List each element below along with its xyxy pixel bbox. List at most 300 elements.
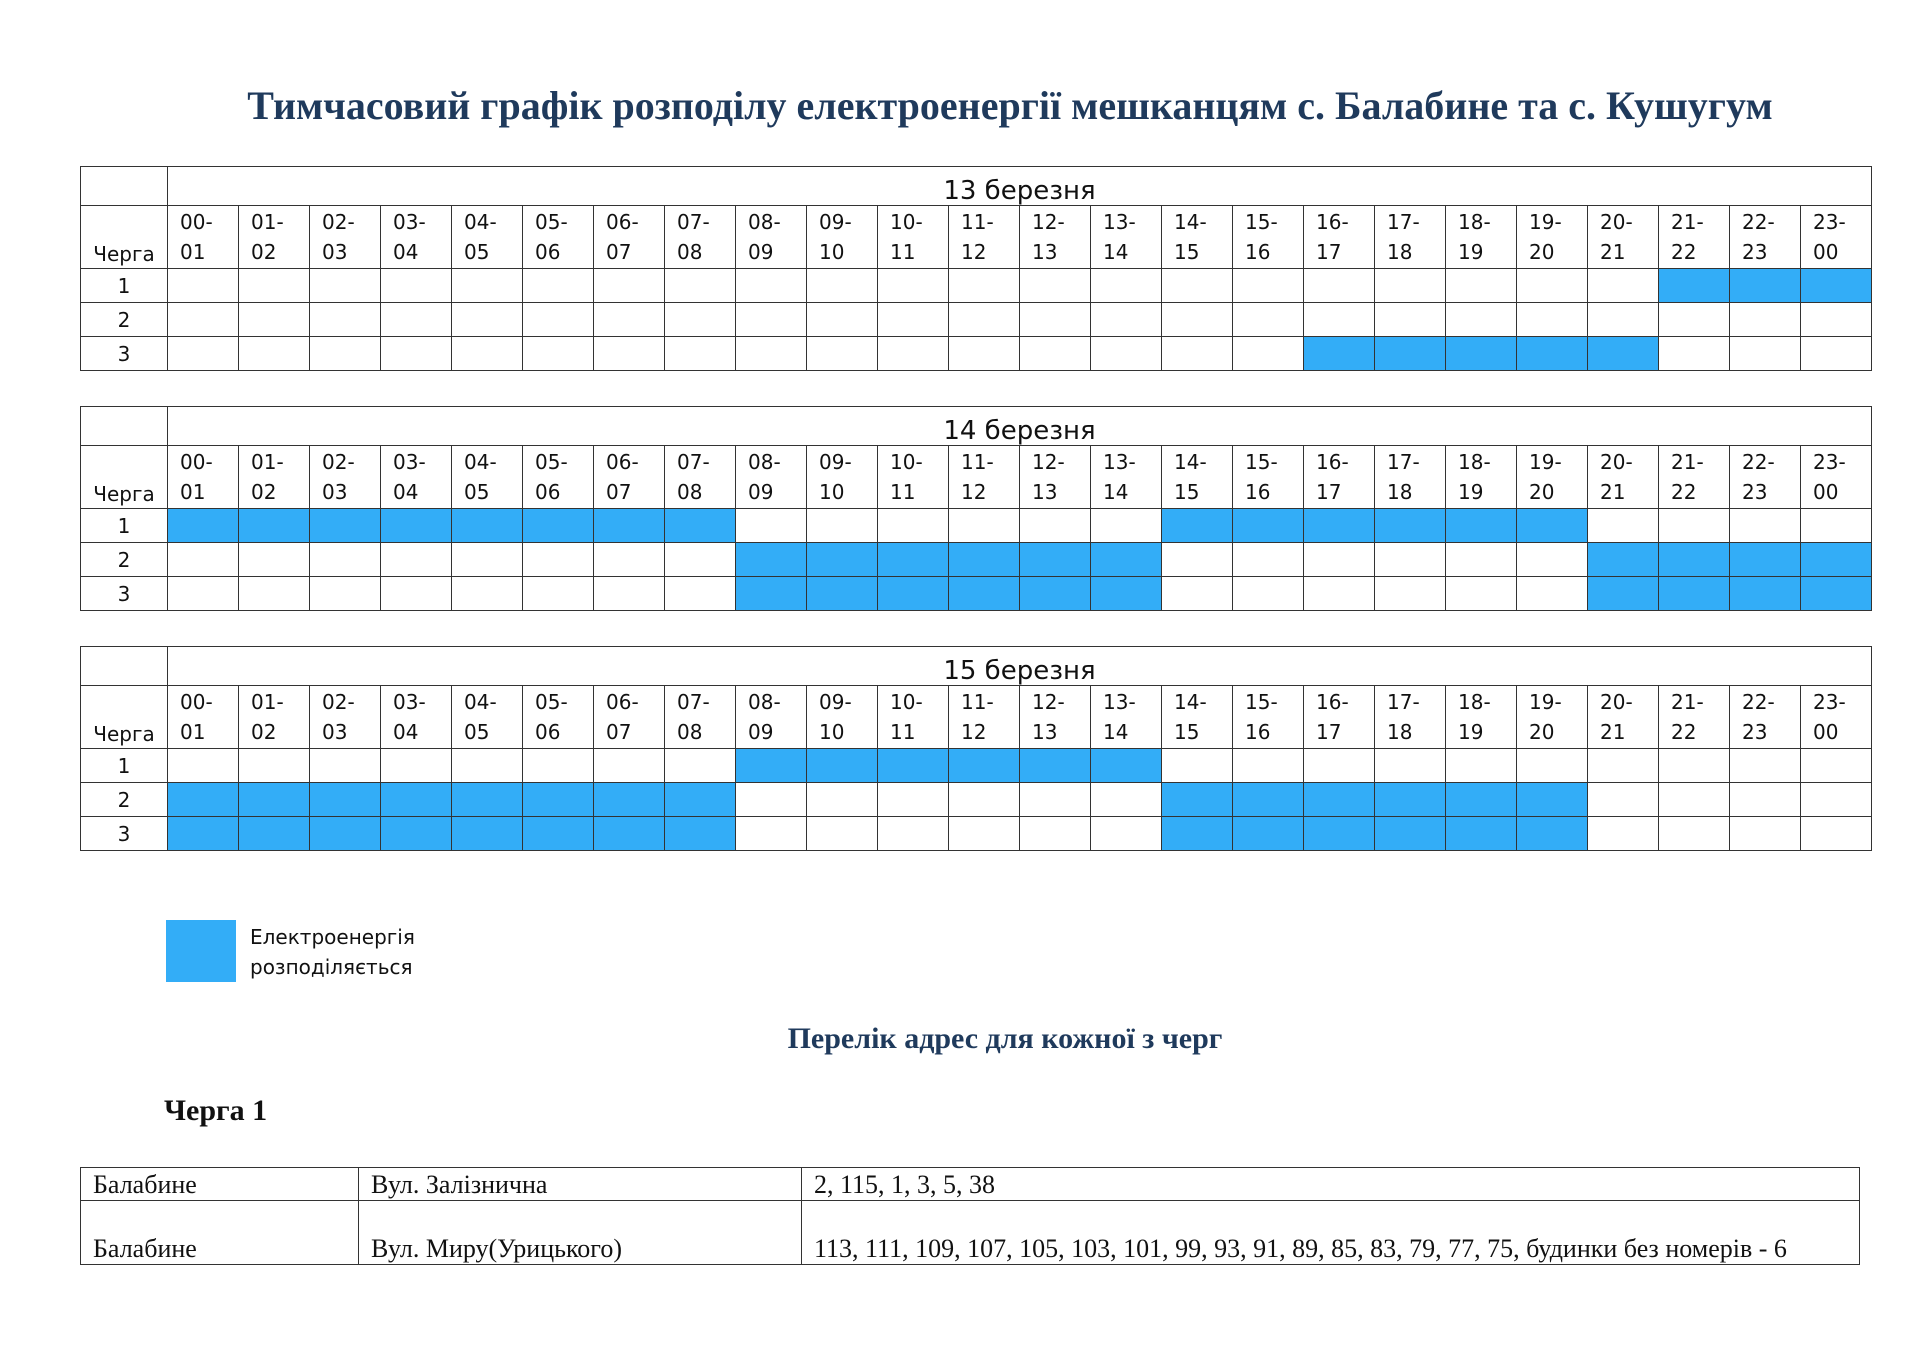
- slot-power-off: [1659, 749, 1730, 783]
- slot-power-off: [736, 303, 807, 337]
- slot-power-off: [1659, 337, 1730, 371]
- queue-number: 3: [81, 577, 168, 611]
- slot-power-off: [665, 543, 736, 577]
- slot-power-off: [239, 303, 310, 337]
- slot-power-off: [239, 577, 310, 611]
- hour-header: 17- 18: [1375, 686, 1446, 749]
- hour-header: 04- 05: [452, 686, 523, 749]
- slot-power-off: [665, 337, 736, 371]
- slot-power-off: [878, 783, 949, 817]
- schedule-table-day-3: [80, 646, 1872, 851]
- slot-power-on: [239, 783, 310, 817]
- slot-power-off: [1304, 577, 1375, 611]
- slot-power-off: [1659, 817, 1730, 851]
- slot-power-off: [1588, 509, 1659, 543]
- slot-power-off: [594, 337, 665, 371]
- slot-power-on: [807, 543, 878, 577]
- queue-number: 3: [81, 337, 168, 371]
- hour-header: 21- 22: [1659, 446, 1730, 509]
- slot-power-off: [310, 543, 381, 577]
- slot-power-off: [949, 337, 1020, 371]
- queue-row: [81, 543, 1872, 577]
- hour-header: 22- 23: [1730, 206, 1801, 269]
- hour-header: 03- 04: [381, 206, 452, 269]
- hour-header: 17- 18: [1375, 206, 1446, 269]
- hour-header: 00- 01: [168, 446, 239, 509]
- slot-power-off: [1517, 303, 1588, 337]
- slot-power-off: [1730, 749, 1801, 783]
- slot-power-on: [1801, 543, 1872, 577]
- slot-power-on: [523, 509, 594, 543]
- hour-header: 20- 21: [1588, 206, 1659, 269]
- hour-header: 19- 20: [1517, 446, 1588, 509]
- hour-header: 03- 04: [381, 686, 452, 749]
- slot-power-on: [594, 783, 665, 817]
- schedule-date-row: [81, 647, 1872, 686]
- slot-power-off: [168, 303, 239, 337]
- slot-power-on: [1375, 817, 1446, 851]
- slot-power-off: [1517, 543, 1588, 577]
- hour-header: 17- 18: [1375, 446, 1446, 509]
- hour-header: 14- 15: [1162, 206, 1233, 269]
- hour-header: 07- 08: [665, 446, 736, 509]
- slot-power-off: [452, 269, 523, 303]
- slot-power-on: [665, 509, 736, 543]
- slot-power-off: [1091, 509, 1162, 543]
- slot-power-off: [239, 337, 310, 371]
- slot-power-on: [878, 543, 949, 577]
- hour-header: 20- 21: [1588, 446, 1659, 509]
- hour-header: 02- 03: [310, 446, 381, 509]
- slot-power-off: [1375, 269, 1446, 303]
- hour-header: 08- 09: [736, 206, 807, 269]
- slot-power-off: [736, 783, 807, 817]
- addresses-subtitle: Перелік адрес для кожної з черг: [787, 1022, 1223, 1055]
- hour-header: 09- 10: [807, 686, 878, 749]
- slot-power-on: [878, 749, 949, 783]
- queue-number: 2: [81, 783, 168, 817]
- queue-column-header: Черга: [81, 446, 168, 509]
- slot-power-off: [1162, 543, 1233, 577]
- slot-power-on: [1446, 509, 1517, 543]
- slot-power-on: [807, 577, 878, 611]
- hour-header: 19- 20: [1517, 686, 1588, 749]
- slot-power-off: [1730, 817, 1801, 851]
- slot-power-off: [1446, 577, 1517, 611]
- slot-power-off: [381, 749, 452, 783]
- hour-header: 16- 17: [1304, 446, 1375, 509]
- queue-column-header: Черга: [81, 686, 168, 749]
- addresses-table: [80, 1167, 1860, 1265]
- slot-power-on: [1801, 577, 1872, 611]
- slot-power-on: [1233, 783, 1304, 817]
- slot-power-off: [1020, 269, 1091, 303]
- slot-power-on: [1730, 577, 1801, 611]
- slot-power-on: [381, 509, 452, 543]
- slot-power-off: [381, 303, 452, 337]
- slot-power-off: [310, 749, 381, 783]
- hour-header: 23- 00: [1801, 446, 1872, 509]
- slot-power-off: [239, 269, 310, 303]
- hour-header: 23- 00: [1801, 686, 1872, 749]
- slot-power-on: [1446, 337, 1517, 371]
- slot-power-off: [1233, 577, 1304, 611]
- slot-power-off: [949, 783, 1020, 817]
- hour-header: 15- 16: [1233, 686, 1304, 749]
- slot-power-on: [452, 783, 523, 817]
- slot-power-off: [1588, 783, 1659, 817]
- slot-power-off: [168, 749, 239, 783]
- hour-header: 15- 16: [1233, 206, 1304, 269]
- slot-power-off: [1304, 303, 1375, 337]
- slot-power-off: [1446, 749, 1517, 783]
- slot-power-off: [1730, 509, 1801, 543]
- slot-power-off: [949, 509, 1020, 543]
- queue-row: [81, 817, 1872, 851]
- slot-power-on: [1588, 577, 1659, 611]
- slot-power-off: [168, 577, 239, 611]
- slot-power-off: [452, 577, 523, 611]
- slot-power-off: [168, 269, 239, 303]
- hour-header: 01- 02: [239, 686, 310, 749]
- slot-power-off: [1020, 817, 1091, 851]
- slot-power-off: [949, 269, 1020, 303]
- slot-power-on: [1233, 509, 1304, 543]
- slot-power-on: [239, 817, 310, 851]
- slot-power-on: [1162, 817, 1233, 851]
- slot-power-on: [1091, 543, 1162, 577]
- hour-header: 09- 10: [807, 206, 878, 269]
- slot-power-off: [1162, 269, 1233, 303]
- slot-power-on: [1020, 543, 1091, 577]
- hour-header: 23- 00: [1801, 206, 1872, 269]
- hour-header: 16- 17: [1304, 686, 1375, 749]
- slot-power-off: [452, 337, 523, 371]
- slot-power-on: [310, 783, 381, 817]
- queue-row: [81, 269, 1872, 303]
- slot-power-off: [1375, 303, 1446, 337]
- schedule-hours-row: [81, 686, 1872, 749]
- slot-power-on: [736, 577, 807, 611]
- slot-power-off: [1304, 543, 1375, 577]
- slot-power-on: [310, 817, 381, 851]
- slot-power-on: [452, 817, 523, 851]
- slot-power-off: [310, 269, 381, 303]
- slot-power-off: [807, 783, 878, 817]
- slot-power-off: [878, 509, 949, 543]
- slot-power-off: [1162, 303, 1233, 337]
- slot-power-off: [523, 543, 594, 577]
- schedule-date-row: [81, 167, 1872, 206]
- hour-header: 09- 10: [807, 446, 878, 509]
- slot-power-off: [807, 509, 878, 543]
- slot-power-off: [1020, 337, 1091, 371]
- queue-number: 1: [81, 509, 168, 543]
- slot-power-off: [736, 817, 807, 851]
- schedule-hours-row: [81, 206, 1872, 269]
- slot-power-on: [1588, 543, 1659, 577]
- slot-power-off: [1801, 509, 1872, 543]
- hour-header: 18- 19: [1446, 446, 1517, 509]
- queue-number: 1: [81, 749, 168, 783]
- legend-label: Електроенергія розподіляється: [250, 925, 415, 979]
- slot-power-on: [1304, 783, 1375, 817]
- slot-power-off: [1020, 303, 1091, 337]
- queue-number: 1: [81, 269, 168, 303]
- hour-header: 10- 11: [878, 206, 949, 269]
- address-village: Балабине: [81, 1168, 359, 1201]
- slot-power-off: [665, 749, 736, 783]
- hour-header: 05- 06: [523, 686, 594, 749]
- slot-power-off: [310, 577, 381, 611]
- hour-header: 07- 08: [665, 206, 736, 269]
- hour-header: 13- 14: [1091, 686, 1162, 749]
- slot-power-off: [878, 817, 949, 851]
- slot-power-off: [1020, 783, 1091, 817]
- hour-header: 22- 23: [1730, 686, 1801, 749]
- page-title: Тимчасовий графік розподілу електроенергії мешканцям с. Балабине та с. Кушугум: [247, 83, 1773, 128]
- slot-power-off: [381, 577, 452, 611]
- slot-power-off: [878, 303, 949, 337]
- slot-power-on: [1091, 577, 1162, 611]
- slot-power-off: [523, 269, 594, 303]
- schedule-table-day-1: [80, 166, 1872, 371]
- slot-power-off: [1588, 817, 1659, 851]
- hour-header: 02- 03: [310, 686, 381, 749]
- queue-number: 2: [81, 543, 168, 577]
- slot-power-on: [736, 543, 807, 577]
- slot-power-off: [1801, 817, 1872, 851]
- slot-power-off: [1091, 817, 1162, 851]
- queue-row: [81, 509, 1872, 543]
- hour-header: 18- 19: [1446, 686, 1517, 749]
- slot-power-off: [1375, 577, 1446, 611]
- slot-power-on: [1020, 577, 1091, 611]
- legend-swatch: [166, 920, 236, 982]
- slot-power-on: [381, 817, 452, 851]
- slot-power-on: [1730, 543, 1801, 577]
- hour-header: 12- 13: [1020, 206, 1091, 269]
- slot-power-off: [1588, 303, 1659, 337]
- slot-power-on: [381, 783, 452, 817]
- slot-power-on: [1801, 269, 1872, 303]
- slot-power-on: [1517, 817, 1588, 851]
- slot-power-on: [736, 749, 807, 783]
- slot-power-on: [523, 783, 594, 817]
- slot-power-off: [1730, 303, 1801, 337]
- hour-header: 01- 02: [239, 446, 310, 509]
- hour-header: 05- 06: [523, 446, 594, 509]
- slot-power-off: [381, 337, 452, 371]
- queue-row: [81, 783, 1872, 817]
- schedule-corner-cell: [81, 647, 168, 686]
- slot-power-on: [949, 577, 1020, 611]
- hour-header: 04- 05: [452, 446, 523, 509]
- slot-power-on: [168, 817, 239, 851]
- hour-header: 13- 14: [1091, 206, 1162, 269]
- hour-header: 13- 14: [1091, 446, 1162, 509]
- slot-power-off: [523, 337, 594, 371]
- slot-power-on: [1233, 817, 1304, 851]
- slot-power-on: [1588, 337, 1659, 371]
- slot-power-off: [1659, 509, 1730, 543]
- schedule-hours-row: [81, 446, 1872, 509]
- slot-power-off: [310, 337, 381, 371]
- slot-power-on: [949, 749, 1020, 783]
- slot-power-off: [523, 303, 594, 337]
- hour-header: 08- 09: [736, 446, 807, 509]
- schedule-date: 14 березня: [168, 407, 1872, 446]
- slot-power-off: [1446, 543, 1517, 577]
- schedule-date: 13 березня: [168, 167, 1872, 206]
- slot-power-on: [1517, 783, 1588, 817]
- address-village: Балабине: [81, 1201, 359, 1265]
- slot-power-on: [949, 543, 1020, 577]
- slot-power-on: [1517, 509, 1588, 543]
- slot-power-off: [1162, 337, 1233, 371]
- slot-power-off: [1801, 303, 1872, 337]
- slot-power-on: [878, 577, 949, 611]
- slot-power-off: [1162, 577, 1233, 611]
- slot-power-off: [807, 337, 878, 371]
- hour-header: 05- 06: [523, 206, 594, 269]
- slot-power-off: [1446, 269, 1517, 303]
- slot-power-off: [310, 303, 381, 337]
- slot-power-off: [665, 303, 736, 337]
- schedule-table-day-2: [80, 406, 1872, 611]
- slot-power-off: [594, 303, 665, 337]
- queue-number: 3: [81, 817, 168, 851]
- hour-header: 11- 12: [949, 206, 1020, 269]
- slot-power-off: [1730, 337, 1801, 371]
- schedule-date: 15 березня: [168, 647, 1872, 686]
- hour-header: 14- 15: [1162, 446, 1233, 509]
- slot-power-on: [1091, 749, 1162, 783]
- slot-power-on: [1659, 577, 1730, 611]
- slot-power-off: [1091, 783, 1162, 817]
- slot-power-off: [665, 577, 736, 611]
- slot-power-on: [168, 783, 239, 817]
- hour-header: 11- 12: [949, 686, 1020, 749]
- hour-header: 14- 15: [1162, 686, 1233, 749]
- slot-power-off: [1233, 749, 1304, 783]
- slot-power-off: [1091, 303, 1162, 337]
- slot-power-off: [1233, 337, 1304, 371]
- slot-power-off: [168, 543, 239, 577]
- slot-power-off: [594, 749, 665, 783]
- hour-header: 06- 07: [594, 206, 665, 269]
- hour-header: 22- 23: [1730, 446, 1801, 509]
- slot-power-off: [1162, 749, 1233, 783]
- hour-header: 01- 02: [239, 206, 310, 269]
- queue-column-header: Черга: [81, 206, 168, 269]
- slot-power-off: [1233, 303, 1304, 337]
- hour-header: 11- 12: [949, 446, 1020, 509]
- slot-power-off: [1801, 783, 1872, 817]
- slot-power-off: [1091, 269, 1162, 303]
- slot-power-off: [1588, 749, 1659, 783]
- slot-power-off: [1091, 337, 1162, 371]
- slot-power-on: [1375, 509, 1446, 543]
- slot-power-on: [239, 509, 310, 543]
- slot-power-on: [1446, 817, 1517, 851]
- slot-power-off: [523, 749, 594, 783]
- slot-power-off: [523, 577, 594, 611]
- slot-power-off: [1375, 543, 1446, 577]
- schedule-corner-cell: [81, 167, 168, 206]
- hour-header: 00- 01: [168, 686, 239, 749]
- slot-power-off: [1659, 303, 1730, 337]
- slot-power-off: [1375, 749, 1446, 783]
- hour-header: 16- 17: [1304, 206, 1375, 269]
- slot-power-off: [239, 543, 310, 577]
- slot-power-off: [594, 577, 665, 611]
- schedule-date-row: [81, 407, 1872, 446]
- slot-power-off: [807, 817, 878, 851]
- hour-header: 02- 03: [310, 206, 381, 269]
- slot-power-off: [1304, 749, 1375, 783]
- slot-power-off: [878, 337, 949, 371]
- slot-power-off: [1304, 269, 1375, 303]
- slot-power-off: [1659, 783, 1730, 817]
- hour-header: 21- 22: [1659, 206, 1730, 269]
- hour-header: 06- 07: [594, 446, 665, 509]
- slot-power-off: [381, 269, 452, 303]
- slot-power-off: [665, 269, 736, 303]
- hour-header: 12- 13: [1020, 686, 1091, 749]
- slot-power-on: [665, 817, 736, 851]
- slot-power-off: [452, 303, 523, 337]
- slot-power-on: [1375, 783, 1446, 817]
- hour-header: 04- 05: [452, 206, 523, 269]
- slot-power-off: [381, 543, 452, 577]
- slot-power-off: [452, 543, 523, 577]
- queue-1-heading: Черга 1: [164, 1094, 268, 1127]
- slot-power-on: [452, 509, 523, 543]
- slot-power-off: [878, 269, 949, 303]
- slot-power-on: [594, 509, 665, 543]
- hour-header: 00- 01: [168, 206, 239, 269]
- slot-power-on: [665, 783, 736, 817]
- slot-power-off: [736, 509, 807, 543]
- slot-power-off: [807, 303, 878, 337]
- slot-power-on: [310, 509, 381, 543]
- queue-number: 2: [81, 303, 168, 337]
- slot-power-on: [1304, 509, 1375, 543]
- slot-power-off: [736, 269, 807, 303]
- address-row: [81, 1168, 1860, 1201]
- slot-power-on: [168, 509, 239, 543]
- queue-row: [81, 303, 1872, 337]
- hour-header: 19- 20: [1517, 206, 1588, 269]
- slot-power-on: [1304, 817, 1375, 851]
- slot-power-on: [594, 817, 665, 851]
- slot-power-on: [1304, 337, 1375, 371]
- hour-header: 18- 19: [1446, 206, 1517, 269]
- slot-power-on: [1730, 269, 1801, 303]
- slot-power-on: [1375, 337, 1446, 371]
- slot-power-off: [1517, 269, 1588, 303]
- slot-power-off: [1730, 783, 1801, 817]
- hour-header: 10- 11: [878, 686, 949, 749]
- slot-power-off: [949, 303, 1020, 337]
- slot-power-off: [1233, 543, 1304, 577]
- slot-power-off: [1517, 577, 1588, 611]
- slot-power-off: [1801, 337, 1872, 371]
- slot-power-off: [736, 337, 807, 371]
- hour-header: 20- 21: [1588, 686, 1659, 749]
- slot-power-off: [949, 817, 1020, 851]
